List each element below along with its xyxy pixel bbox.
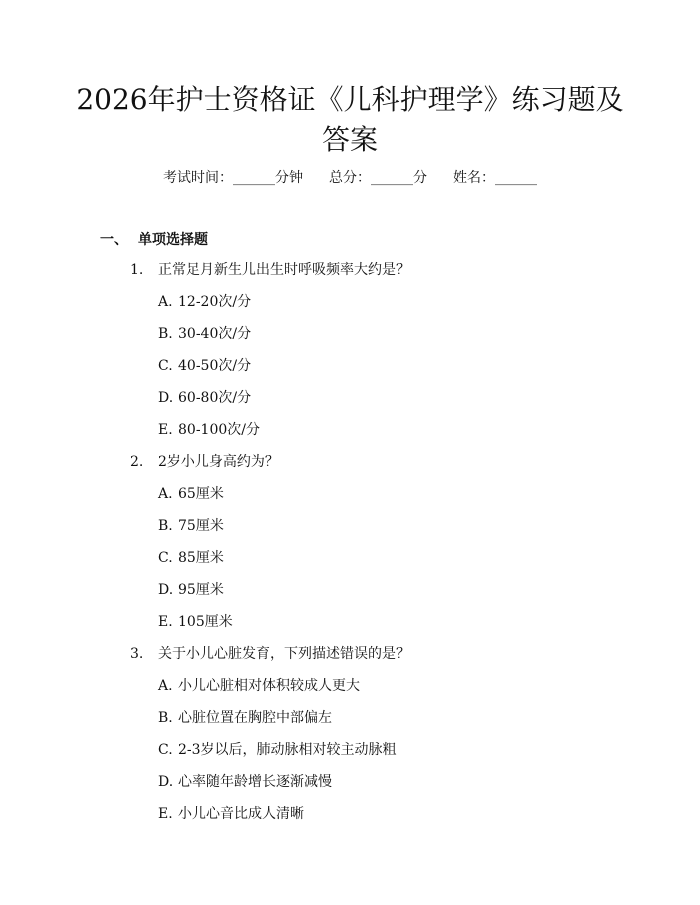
question-text: 正常足月新生儿出生时呼吸频率大约是？	[158, 262, 410, 278]
option-letter: B.	[158, 518, 173, 534]
option-2a	[158, 484, 224, 504]
option-text: 小儿心脏相对体积较成人更大	[178, 678, 360, 694]
option-letter: D.	[158, 774, 174, 790]
score-label: 总分：	[329, 170, 371, 186]
option-3c	[158, 740, 397, 760]
option-text: 75厘米	[178, 518, 224, 534]
option-2d	[158, 580, 224, 600]
option-text: 40-50次/分	[178, 358, 252, 374]
time-blank: ______	[233, 170, 275, 186]
option-3e	[158, 804, 304, 824]
option-letter: C.	[158, 358, 173, 374]
score-unit: 分	[413, 170, 427, 186]
question-text: 2岁小儿身高约为？	[158, 454, 279, 470]
option-text: 80-100次/分	[178, 422, 260, 438]
question-text: 关于小儿心脏发育，下列描述错误的是？	[158, 646, 410, 662]
option-letter: A.	[158, 486, 173, 502]
section-number: 一、	[100, 232, 128, 248]
option-2c	[158, 548, 224, 568]
option-1c	[158, 356, 251, 376]
name-label: 姓名：	[453, 170, 495, 186]
score-blank: ______	[371, 170, 413, 186]
section-title: 单项选择题	[138, 232, 208, 248]
option-letter: A.	[158, 294, 173, 310]
question-2	[130, 452, 279, 472]
question-1	[130, 260, 410, 280]
option-text: 12-20次/分	[178, 294, 252, 310]
option-letter: D.	[158, 582, 174, 598]
option-text: 30-40次/分	[178, 326, 252, 342]
title-line-1: 2026年护士资格证《儿科护理学》练习题及	[76, 83, 624, 116]
option-text: 2-3岁以后，肺动脉相对较主动脉粗	[178, 742, 397, 758]
option-letter: B.	[158, 710, 173, 726]
option-letter: C.	[158, 550, 173, 566]
option-3b	[158, 708, 332, 728]
option-3a	[158, 676, 360, 696]
option-text: 心率随年龄增长逐渐减慢	[178, 774, 332, 790]
title-line-2: 答案	[321, 123, 378, 156]
option-text: 小儿心音比成人清晰	[178, 806, 304, 822]
option-2e	[158, 612, 233, 632]
option-1b	[158, 324, 251, 344]
option-1d	[158, 388, 251, 408]
option-letter: B.	[158, 326, 173, 342]
exam-meta	[0, 168, 700, 188]
question-3	[130, 644, 410, 664]
time-unit: 分钟	[275, 170, 303, 186]
option-text: 85厘米	[178, 550, 224, 566]
question-number: 2.	[130, 454, 144, 470]
option-3d	[158, 772, 332, 792]
name-blank: ______	[495, 170, 537, 186]
question-number: 3.	[130, 646, 144, 662]
option-letter: E.	[158, 614, 173, 630]
document-title	[70, 80, 630, 160]
option-letter: D.	[158, 390, 174, 406]
option-text: 105厘米	[178, 614, 233, 630]
option-letter: C.	[158, 742, 173, 758]
option-text: 心脏位置在胸腔中部偏左	[178, 710, 332, 726]
option-2b	[158, 516, 224, 536]
option-1a	[158, 292, 251, 312]
question-number: 1.	[130, 262, 144, 278]
option-text: 60-80次/分	[178, 390, 252, 406]
option-text: 95厘米	[178, 582, 224, 598]
section-heading	[100, 229, 208, 249]
option-letter: E.	[158, 422, 173, 438]
option-letter: A.	[158, 678, 173, 694]
option-letter: E.	[158, 806, 173, 822]
option-text: 65厘米	[178, 486, 224, 502]
option-1e	[158, 420, 260, 440]
time-label: 考试时间：	[163, 170, 233, 186]
